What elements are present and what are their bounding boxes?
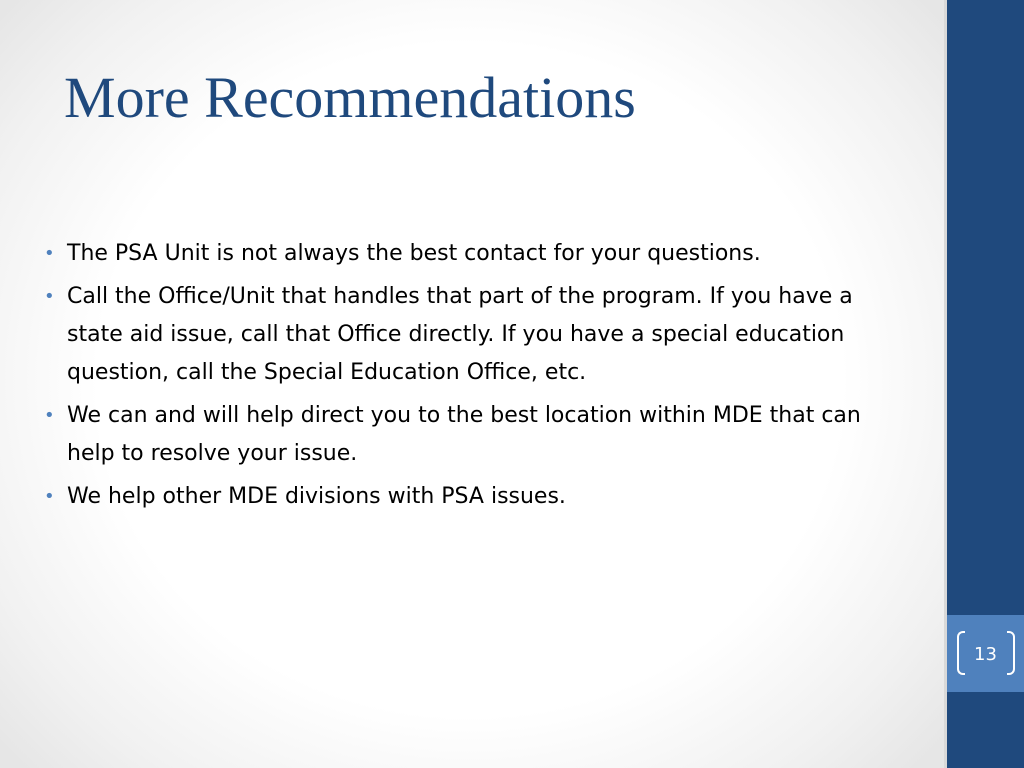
bullet-text: We can and will help direct you to the best location within MDE that can help to resolve your issue. [67, 403, 861, 466]
bullet-text: The PSA Unit is not always the best contact for your questions. [67, 241, 761, 266]
bullet-icon: • [44, 243, 55, 264]
bullet-text: Call the Office/Unit that handles that part of the program. If you have a state aid issue, call that Office directly. If you have a special education question, call the Special Education Office, etc. [67, 284, 853, 385]
bullet-item [44, 278, 904, 392]
bullet-item [44, 397, 904, 473]
bullet-text: We help other MDE divisions with PSA issues. [67, 484, 566, 509]
bullet-icon: • [44, 286, 55, 307]
page-number: 13 [974, 644, 997, 665]
slide-title: More Recommendations [64, 65, 636, 130]
bullet-list [44, 235, 904, 521]
bullet-icon: • [44, 405, 55, 426]
bullet-icon: • [44, 486, 55, 507]
page-number-box [947, 615, 1024, 692]
bullet-item [44, 478, 904, 516]
bullet-item [44, 235, 904, 273]
